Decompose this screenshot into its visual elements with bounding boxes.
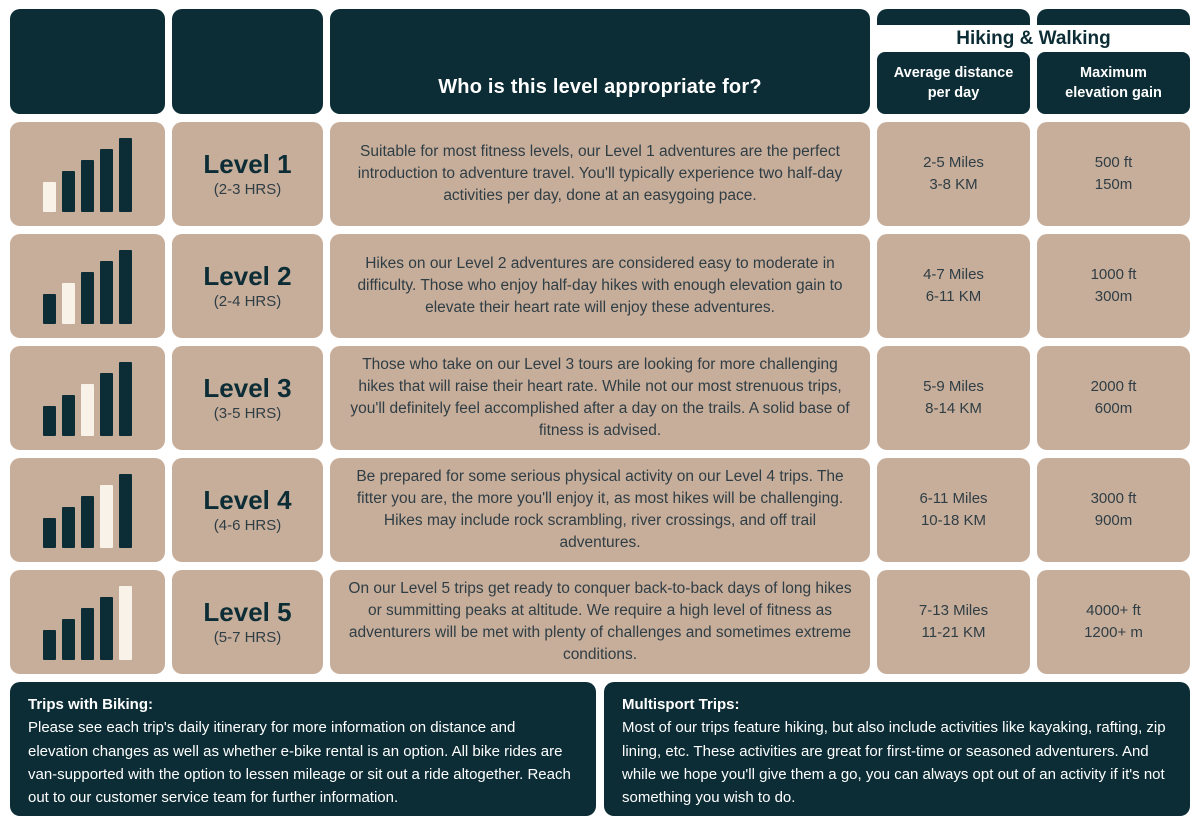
level-3-icon-cell (10, 346, 165, 450)
distance-miles: 7-13 Miles (918, 602, 989, 620)
header-spacer-level-col (172, 9, 323, 114)
elevation-ft: 2000 ft (1090, 378, 1137, 396)
level-2-description-cell (330, 234, 870, 338)
elevation-ft: 1000 ft (1090, 266, 1137, 284)
column-header-average-distance (877, 52, 1030, 114)
hiking-walking-subheaders (877, 52, 1190, 114)
level-2-elevation-cell (1037, 234, 1190, 338)
level-bars-icon (43, 472, 132, 548)
column-header-line: per day (927, 85, 980, 101)
bar (119, 138, 132, 212)
level-4-distance-cell (877, 458, 1030, 562)
bar (119, 474, 132, 548)
bar (43, 294, 56, 324)
bar (119, 362, 132, 436)
header-question-label: Who is this level appropriate for? (438, 76, 762, 98)
level-name: Level 3 (203, 372, 292, 403)
elevation-m: 900m (1094, 512, 1133, 529)
footnotes (10, 682, 1190, 816)
level-3-description-cell (330, 346, 870, 450)
distance-km: 3-8 KM (929, 176, 978, 193)
level-hours: (3-5 HRS) (213, 405, 282, 423)
bar (119, 250, 132, 324)
elevation-m: 600m (1094, 400, 1133, 417)
level-5-distance-cell (877, 570, 1030, 674)
bar (62, 171, 75, 212)
bar (43, 406, 56, 436)
bar (62, 395, 75, 436)
footnote-trips-with-biking (10, 682, 596, 816)
top-strip (877, 9, 1030, 25)
column-header-line: Maximum (1080, 64, 1147, 81)
bar (100, 149, 113, 212)
column-header-line: elevation gain (1065, 85, 1162, 101)
elevation-m: 1200+ m (1084, 624, 1143, 641)
level-name: Level 4 (203, 484, 292, 515)
header-question-cell (330, 9, 870, 114)
column-header-max-elevation (1037, 52, 1190, 114)
elevation-ft: 500 ft (1094, 154, 1133, 172)
level-5-description-cell (330, 570, 870, 674)
level-5-icon-cell (10, 570, 165, 674)
hiking-walking-title: Hiking & Walking (956, 27, 1111, 49)
level-description: Those who take on our Level 3 tours are looking for more challenging hikes that will raise their heart rate. While not our most strenuous trips, you'll definitely feel accomplished after a day on the trails. A solid base of fitness is advised. (350, 356, 850, 439)
elevation-m: 150m (1094, 176, 1133, 193)
bar (62, 619, 75, 660)
level-3-elevation-cell (1037, 346, 1190, 450)
distance-miles: 5-9 Miles (923, 378, 984, 396)
distance-km: 6-11 KM (925, 288, 982, 305)
level-4-elevation-cell (1037, 458, 1190, 562)
elevation-ft: 4000+ ft (1086, 602, 1141, 620)
level-1-name-cell (172, 122, 323, 226)
bar (81, 384, 94, 436)
bar (81, 608, 94, 660)
bar (119, 586, 132, 660)
bar (43, 518, 56, 548)
hiking-walking-title-band (877, 25, 1190, 52)
level-description: Suitable for most fitness levels, our Level 1 adventures are the perfect introduction to adventure travel. You'll typically experience two half-day activities per day, done at an easygoing pace. (357, 143, 843, 204)
top-strip (1037, 9, 1190, 25)
level-bars-icon (43, 136, 132, 212)
level-1-description-cell (330, 122, 870, 226)
bar (81, 160, 94, 212)
level-2-name-cell (172, 234, 323, 338)
distance-miles: 4-7 Miles (923, 266, 984, 284)
level-5-name-cell (172, 570, 323, 674)
column-header-line: Average distance (893, 64, 1014, 81)
level-bars-icon (43, 248, 132, 324)
elevation-m: 300m (1094, 288, 1133, 305)
bar (100, 597, 113, 660)
level-name: Level 2 (203, 260, 292, 291)
level-1-icon-cell (10, 122, 165, 226)
hiking-walking-header-group (877, 9, 1190, 114)
level-description: On our Level 5 trips get ready to conquer back-to-back days of long hikes or summitting peaks at altitude. We require a high level of fitness as adventurers will be met with plenty of challenges and sometimes extreme conditions. (348, 580, 852, 663)
distance-km: 8-14 KM (925, 400, 982, 417)
level-4-icon-cell (10, 458, 165, 562)
bar (100, 261, 113, 324)
distance-miles: 2-5 Miles (923, 154, 984, 172)
bar (100, 373, 113, 436)
level-1-elevation-cell (1037, 122, 1190, 226)
footnote-body: Please see each trip's daily itinerary for more information on distance and elevation changes as well as whether e-bike rental is an option. All bike rides are van-supported with the option to lessen mileage or sit out a ride altogether. Reach out to our customer service team for further information. (28, 719, 571, 806)
distance-km: 11-21 KM (921, 624, 986, 641)
footnote-title: Trips with Biking: (28, 696, 154, 713)
levels-table (10, 9, 1190, 674)
level-1-distance-cell (877, 122, 1030, 226)
level-2-distance-cell (877, 234, 1030, 338)
level-hours: (4-6 HRS) (213, 517, 282, 535)
level-name: Level 1 (203, 148, 292, 179)
hiking-walking-top-strips (877, 9, 1190, 25)
level-name: Level 5 (203, 596, 292, 627)
header-spacer-icon-col (10, 9, 165, 114)
elevation-ft: 3000 ft (1090, 490, 1137, 508)
distance-km: 10-18 KM (920, 512, 987, 529)
footnote-multisport-trips (604, 682, 1190, 816)
bar (43, 182, 56, 212)
level-3-distance-cell (877, 346, 1030, 450)
level-3-name-cell (172, 346, 323, 450)
bar (100, 485, 113, 548)
level-bars-icon (43, 360, 132, 436)
bar (43, 630, 56, 660)
bar (81, 272, 94, 324)
footnote-body: Most of our trips feature hiking, but also include activities like kayaking, rafting, zip lining, etc. These activities are great for first-time or seasoned adventurers. And while we hope you'll give them a go, you can always opt out of an activity if it's not something you wish to do. (622, 719, 1166, 806)
level-2-icon-cell (10, 234, 165, 338)
bar (62, 507, 75, 548)
level-4-name-cell (172, 458, 323, 562)
footnote-title: Multisport Trips: (622, 696, 740, 713)
level-description: Hikes on our Level 2 adventures are considered easy to moderate in difficulty. Those who enjoy half-day hikes with enough elevation gain to elevate their heart rate will enjoy these adventures. (357, 255, 843, 316)
level-description: Be prepared for some serious physical activity on our Level 4 trips. The fitter you are, the more you'll enjoy it, as most hikes will be challenging. Hikes may include rock scrambling, river crossings, and off trail adventures. (356, 468, 844, 551)
level-4-description-cell (330, 458, 870, 562)
level-5-elevation-cell (1037, 570, 1190, 674)
level-hours: (2-3 HRS) (213, 181, 282, 199)
level-hours: (5-7 HRS) (213, 629, 282, 647)
bar (81, 496, 94, 548)
bar (62, 283, 75, 324)
level-bars-icon (43, 584, 132, 660)
distance-miles: 6-11 Miles (919, 490, 988, 508)
level-hours: (2-4 HRS) (213, 293, 282, 311)
